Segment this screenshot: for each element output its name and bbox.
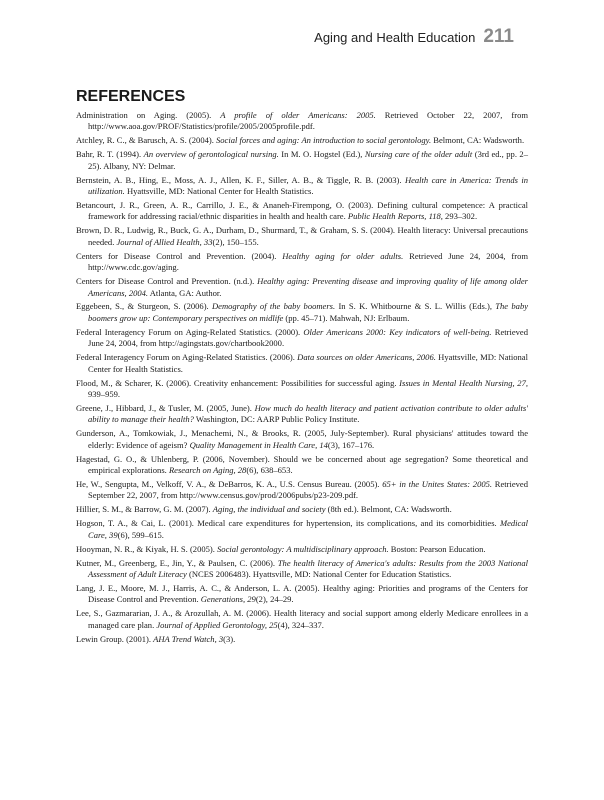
reference-segment: Bahr, R. T. (1994).	[76, 149, 144, 160]
reference-segment: Belmont, CA: Wadsworth.	[431, 135, 525, 146]
reference-segment: Hooyman, N. R., & Kiyak, H. S. (2005).	[76, 543, 218, 554]
reference-segment: Federal Interagency Forum on Aging-Related Statistics. (2006).	[76, 352, 298, 363]
reference-italic-segment: Social gerontology: A multidisciplinary approach.	[217, 543, 389, 554]
reference-segment: Retrieved October 22, 2007, from http://www.aoa.gov/PROF/Statistics/profile/2005/2005profile.pdf.	[88, 110, 528, 132]
reference-segment: Kutner, M., Greenberg, E., Jin, Y., & Paulsen, C. (2006).	[76, 557, 278, 568]
reference-entry	[76, 454, 528, 477]
reference-italic-segment: The baby boomers grow up: Contemporary perspectives on midlife	[88, 301, 529, 323]
reference-segment: (NCES 2006483). Hyattsville, MD: National Center for Education Statistics.	[186, 569, 452, 580]
reference-italic-segment: Demography of the baby boomers.	[212, 301, 336, 312]
reference-entry	[76, 225, 528, 248]
reference-italic-segment: Aging, the individual and society	[212, 504, 326, 515]
reference-italic-segment: Issues in Mental Health Nursing, 27,	[399, 377, 528, 388]
reference-italic-segment: Data sources on older Americans, 2006.	[297, 352, 436, 363]
reference-segment: (3), 167–176.	[327, 439, 375, 450]
reference-italic-segment: A profile of older Americans: 2005.	[220, 110, 376, 120]
reference-segment: Flood, M., & Scharer, K. (2006). Creativity enhancement: Possibilities for successful aging.	[76, 377, 400, 388]
reference-segment: Federal Interagency Forum on Aging-Related Statistics. (2000).	[76, 326, 304, 337]
reference-segment: Retrieved June 24, 2004, from http://agingstats.gov/chartbook2000.	[88, 326, 528, 349]
reference-entry	[76, 301, 528, 324]
reference-segment: Atchley, R. C., & Barusch, A. S. (2004).	[76, 135, 216, 146]
reference-italic-segment: Nursing care of the older adult	[364, 149, 473, 160]
reference-italic-segment: 65+ in the Unites States: 2005.	[382, 478, 493, 489]
running-header-title: Aging and Health Education	[314, 30, 476, 45]
page-number: 211	[483, 26, 514, 47]
section-heading: REFERENCES	[76, 88, 186, 105]
reference-segment: Lee, S., Gazmararian, J. A., & Arozullah, A. M. (2006). Health literacy and social support among elderly Medicare enrollees in a managed care plan.	[76, 608, 528, 630]
reference-segment: In S. K. Whitbourne & S. L. Willis (Eds.),	[335, 301, 496, 312]
reference-segment: Hagestad, G. O., & Uhlenberg, P. (2006, November). Should we be concerned about age segregation? Some theoretical and empirical explorations.	[76, 453, 528, 476]
reference-entry	[76, 504, 528, 515]
reference-segment: 939–959.	[88, 388, 121, 399]
reference-segment: Hyattsville, MD: National Center for Health Statistics.	[88, 352, 528, 374]
reference-italic-segment: Research on Aging, 28	[168, 465, 247, 476]
reference-entry	[76, 558, 528, 581]
reference-segment: Centers for Disease Control and Prevention. (2004).	[76, 250, 283, 261]
reference-italic-segment: Journal of Allied Health, 33	[116, 236, 213, 247]
reference-entry	[76, 200, 528, 223]
reference-italic-segment: An overview of gerontological nursing.	[143, 149, 279, 160]
reference-segment: Bernstein, A. B., Hing, E., Moss, A. J., Allen, K. F., Siller, A. B., & Tiggle, R. B. (2003).	[76, 174, 405, 185]
reference-entry	[76, 352, 528, 375]
reference-segment: Brown, D. R., Ludwig, R., Buck, G. A., Durham, D., Shurmard, T., & Graham, S. S. (2004). Health literacy: Universal precautions needed.	[76, 225, 528, 247]
reference-segment: He, W., Sengupta, M., Velkoff, V. A., & DeBarros, K. A., U.S. Census Bureau. (2005).	[76, 478, 383, 489]
reference-segment: (6), 638–653.	[246, 465, 293, 476]
reference-italic-segment: How much do health literacy and patient activation contribute to older adults' ability to manage their health?	[88, 402, 528, 425]
reference-segment: Greene, J., Hibbard, J., & Tusler, M. (2005, June).	[76, 402, 255, 413]
reference-list	[76, 110, 528, 648]
reference-entry	[76, 634, 528, 645]
reference-segment: Hyattsville, MD: National Center for Health Statistics.	[124, 186, 314, 197]
reference-segment: Lewin Group. (2001).	[76, 633, 154, 644]
reference-entry	[76, 608, 528, 631]
reference-segment: Hogson, T. A., & Cai, L. (2001). Medical care expenditures for hypertension, its complications, and its comorbidities.	[76, 518, 500, 529]
reference-italic-segment: Medical Care, 39	[88, 518, 528, 540]
reference-entry	[76, 518, 528, 541]
reference-entry	[76, 378, 528, 401]
reference-entry	[76, 327, 528, 350]
reference-italic-segment: Generations, 29	[200, 594, 256, 605]
reference-italic-segment: Quality Management in Health Care, 14	[189, 439, 328, 450]
reference-entry	[76, 110, 528, 133]
reference-italic-segment: The health literacy of America's adults: Results from the 2003 National Assessment of Adult Literacy	[88, 557, 528, 580]
reference-segment: Eggebeen, S., & Sturgeon, S. (2006).	[76, 301, 212, 312]
reference-italic-segment: Social forces and aging: An introduction to social gerontology.	[215, 135, 432, 146]
reference-segment: (2), 150–155.	[212, 236, 259, 247]
reference-italic-segment: Public Health Reports, 118,	[347, 211, 443, 222]
reference-italic-segment: Healthy aging: Preventing disease and improving quality of life among older Americans, 2004.	[88, 276, 529, 298]
reference-italic-segment: Health care in America: Trends in utilization.	[88, 174, 529, 197]
reference-segment: Retrieved June 24, 2004, from http://www.cdc.gov/aging.	[88, 250, 528, 273]
reference-entry	[76, 428, 528, 451]
reference-segment: Hillier, S. M., & Barrow, G. M. (2007).	[76, 504, 213, 515]
reference-segment: (4), 324–337.	[277, 619, 324, 630]
reference-segment: Gunderson, A., Tomkowiak, J., Menachemi, N., & Brooks, R. (2005, July-September). Rural physicians' attitudes toward the elderly: Evidence of ageism?	[76, 428, 528, 450]
reference-segment: Boston: Pearson Education.	[388, 543, 486, 554]
reference-entry	[76, 135, 528, 146]
reference-entry	[76, 276, 528, 299]
reference-segment: (6), 599–615.	[117, 529, 164, 540]
reference-segment: Lang, J. E., Moore, M. J., Harris, A. C., & Anderson, L. A. (2005). Healthy aging: Priorities and programs of the Centers for Disease Control and Prevention.	[76, 582, 528, 605]
reference-segment: (3).	[223, 633, 236, 644]
reference-segment: In M. O. Hogstel (Ed.),	[278, 149, 365, 160]
reference-segment: Washington, DC: AARP Public Policy Institute.	[193, 414, 360, 425]
reference-segment: Retrieved September 22, 2007, from http://www.census.gov/prod/2006pubs/p23-209.pdf.	[88, 478, 528, 501]
reference-entry	[76, 479, 528, 502]
reference-entry	[76, 583, 528, 606]
reference-italic-segment: AHA Trend Watch, 3	[153, 633, 224, 644]
reference-segment: Centers for Disease Control and Prevention. (n.d.).	[76, 276, 258, 287]
reference-segment: Administration on Aging. (2005).	[76, 110, 221, 120]
reference-italic-segment: Journal of Applied Gerontology, 25	[156, 619, 278, 630]
running-header	[314, 26, 514, 48]
reference-entry	[76, 175, 528, 198]
reference-segment: Atlanta, GA: Author.	[148, 287, 222, 298]
reference-segment: 293–302.	[442, 211, 478, 222]
reference-segment: (2), 24–29.	[255, 594, 294, 605]
reference-segment: Betancourt, J. R., Green, A. R., Carrillo, J. E., & Ananeh-Firempong, O. (2003). Defining cultural competence: A practical framework for addressing racial/ethnic disparities in health and health care.	[76, 200, 528, 222]
reference-entry	[76, 403, 528, 426]
reference-segment: (pp. 45–71). Mahwah, NJ: Erlbaum.	[283, 312, 410, 323]
reference-italic-segment: Healthy aging for older adults.	[282, 250, 404, 261]
reference-italic-segment: Older Americans 2000: Key indicators of well-being.	[303, 326, 492, 337]
reference-segment: (3rd ed., pp. 2–25). Albany, NY: Delmar.	[88, 149, 528, 171]
reference-entry	[76, 544, 528, 555]
reference-entry	[76, 149, 528, 172]
reference-entry	[76, 251, 528, 274]
reference-segment: (8th ed.). Belmont, CA: Wadsworth.	[325, 504, 452, 515]
